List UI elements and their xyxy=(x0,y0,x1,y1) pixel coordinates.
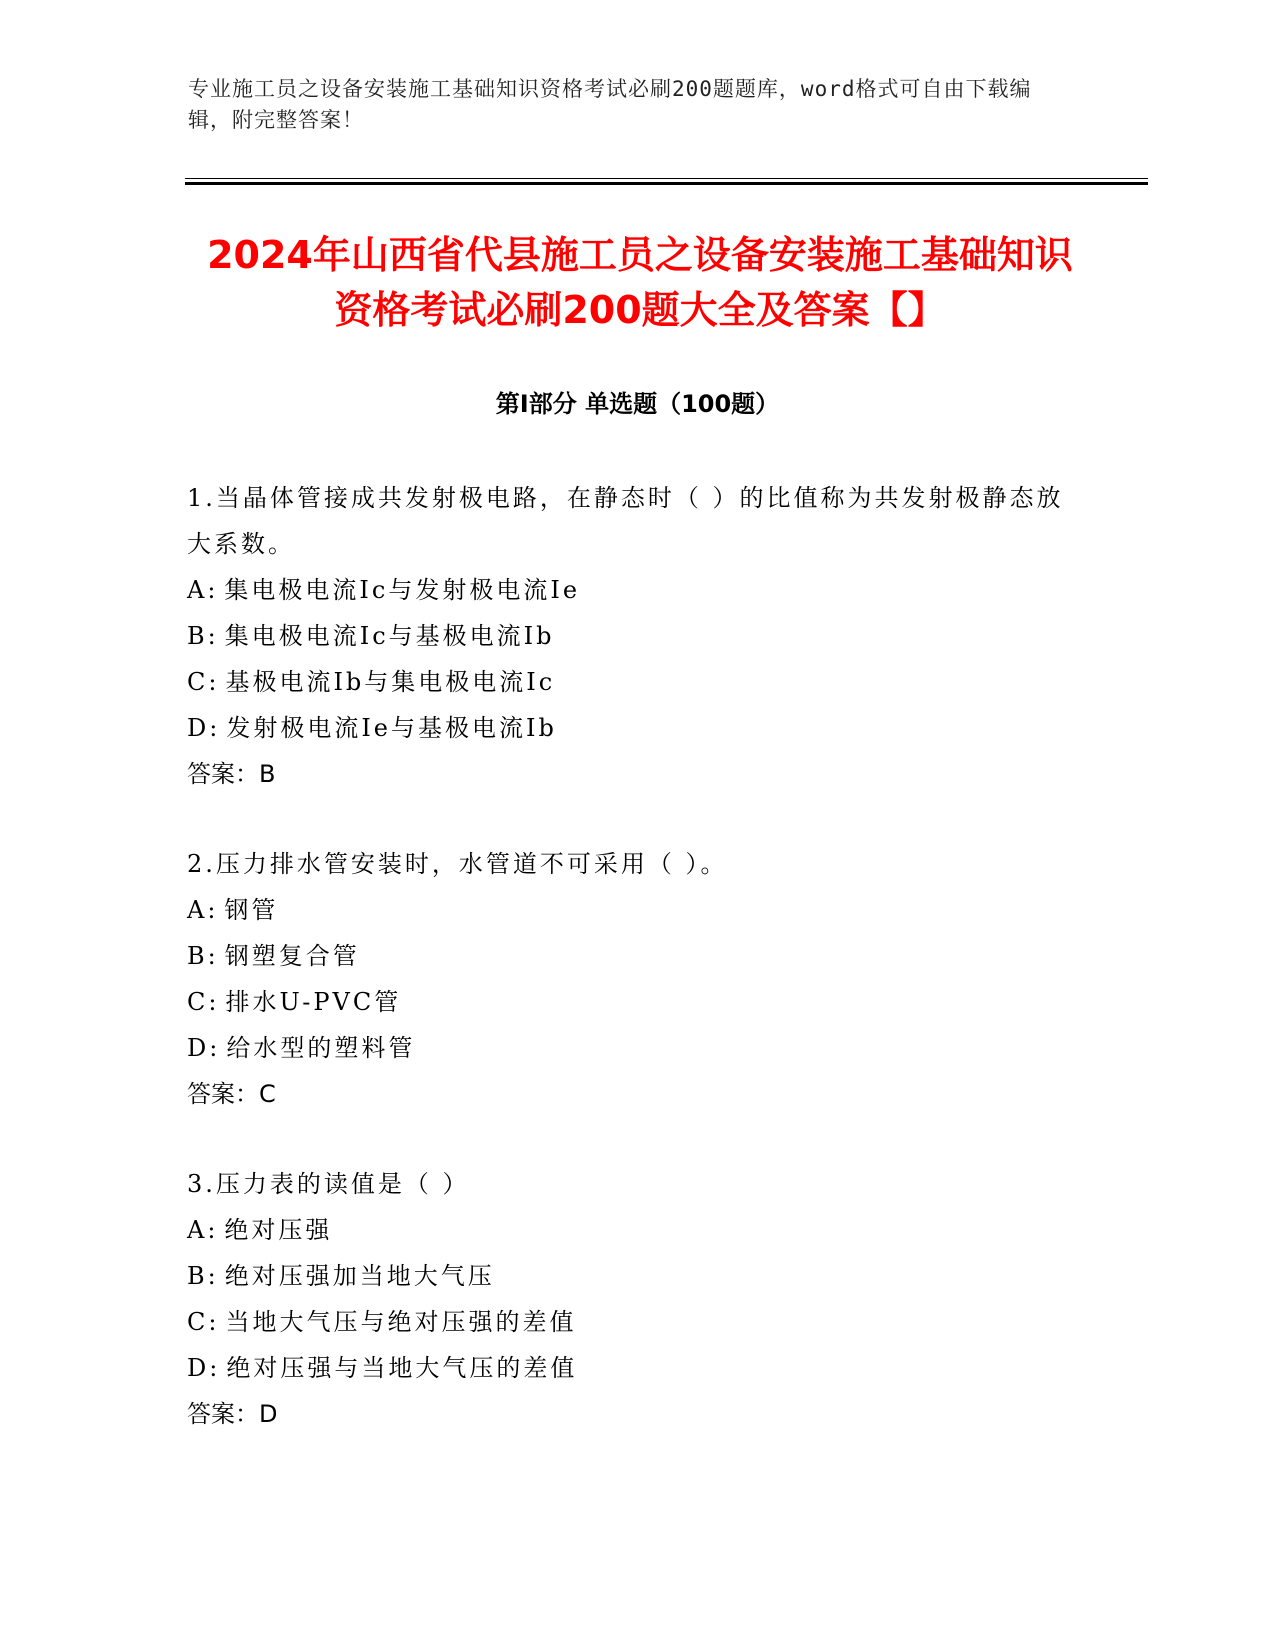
section-heading: 第Ⅰ部分 单选题（100题） xyxy=(495,390,780,418)
option-key: D: xyxy=(187,1354,221,1382)
option-text: 绝对压强加当地大气压 xyxy=(224,1262,495,1290)
option-text: 基极电流Ib与集电极电流Ic xyxy=(225,668,556,696)
header-note: 专业施工员之设备安装施工基础知识资格考试必刷200题题库，word格式可自由下载编辑，附完整答案！ xyxy=(188,77,1032,132)
option-c xyxy=(187,1299,1087,1345)
option-key: C: xyxy=(187,988,220,1016)
header-divider-thin xyxy=(185,178,1148,179)
question-stem: 1.当晶体管接成共发射极电路，在静态时（ ）的比值称为共发射极静态放大系数。 xyxy=(187,484,1064,558)
answer-line: 答案：B xyxy=(187,760,276,788)
option-c xyxy=(187,979,1087,1025)
option-a xyxy=(187,887,1087,933)
option-b xyxy=(187,933,1087,979)
answer-line: 答案：C xyxy=(187,1080,276,1108)
option-key: C: xyxy=(187,668,220,696)
option-key: D: xyxy=(187,1034,221,1062)
option-text: 发射极电流Ie与基极电流Ib xyxy=(226,714,557,742)
option-key: C: xyxy=(187,1308,220,1336)
option-key: A: xyxy=(187,1216,219,1244)
option-d xyxy=(187,1025,1087,1071)
option-text: 钢管 xyxy=(224,896,279,924)
question-2 xyxy=(187,841,1087,1117)
document-title: 2024年山西省代县施工员之设备安装施工基础知识资格考试必刷200题大全及答案【】 xyxy=(207,233,1073,332)
option-text: 集电极电流Ic与发射极电流Ie xyxy=(224,576,581,604)
option-key: A: xyxy=(187,896,219,924)
option-d xyxy=(187,705,1087,751)
option-a xyxy=(187,567,1087,613)
option-a xyxy=(187,1207,1087,1253)
option-d xyxy=(187,1345,1087,1391)
question-stem: 3.压力表的读值是（ ） xyxy=(187,1170,470,1198)
option-key: B: xyxy=(187,622,219,650)
option-key: A: xyxy=(187,576,219,604)
question-3 xyxy=(187,1161,1087,1437)
question-list xyxy=(187,475,1087,1481)
option-key: B: xyxy=(187,1262,219,1290)
question-1 xyxy=(187,475,1087,797)
option-text: 集电极电流Ic与基极电流Ib xyxy=(224,622,555,650)
option-b xyxy=(187,1253,1087,1299)
option-text: 绝对压强与当地大气压的差值 xyxy=(226,1354,578,1382)
option-text: 给水型的塑料管 xyxy=(226,1034,416,1062)
option-c xyxy=(187,659,1087,705)
option-b xyxy=(187,613,1087,659)
question-stem: 2.压力排水管安装时，水管道不可采用（ ）。 xyxy=(187,850,728,878)
option-text: 当地大气压与绝对压强的差值 xyxy=(225,1308,577,1336)
option-key: B: xyxy=(187,942,219,970)
answer-line: 答案：D xyxy=(187,1400,278,1428)
option-key: D: xyxy=(187,714,221,742)
option-text: 排水U-PVC管 xyxy=(225,988,402,1016)
header-divider-thick xyxy=(185,182,1148,185)
option-text: 绝对压强 xyxy=(224,1216,333,1244)
option-text: 钢塑复合管 xyxy=(224,942,360,970)
